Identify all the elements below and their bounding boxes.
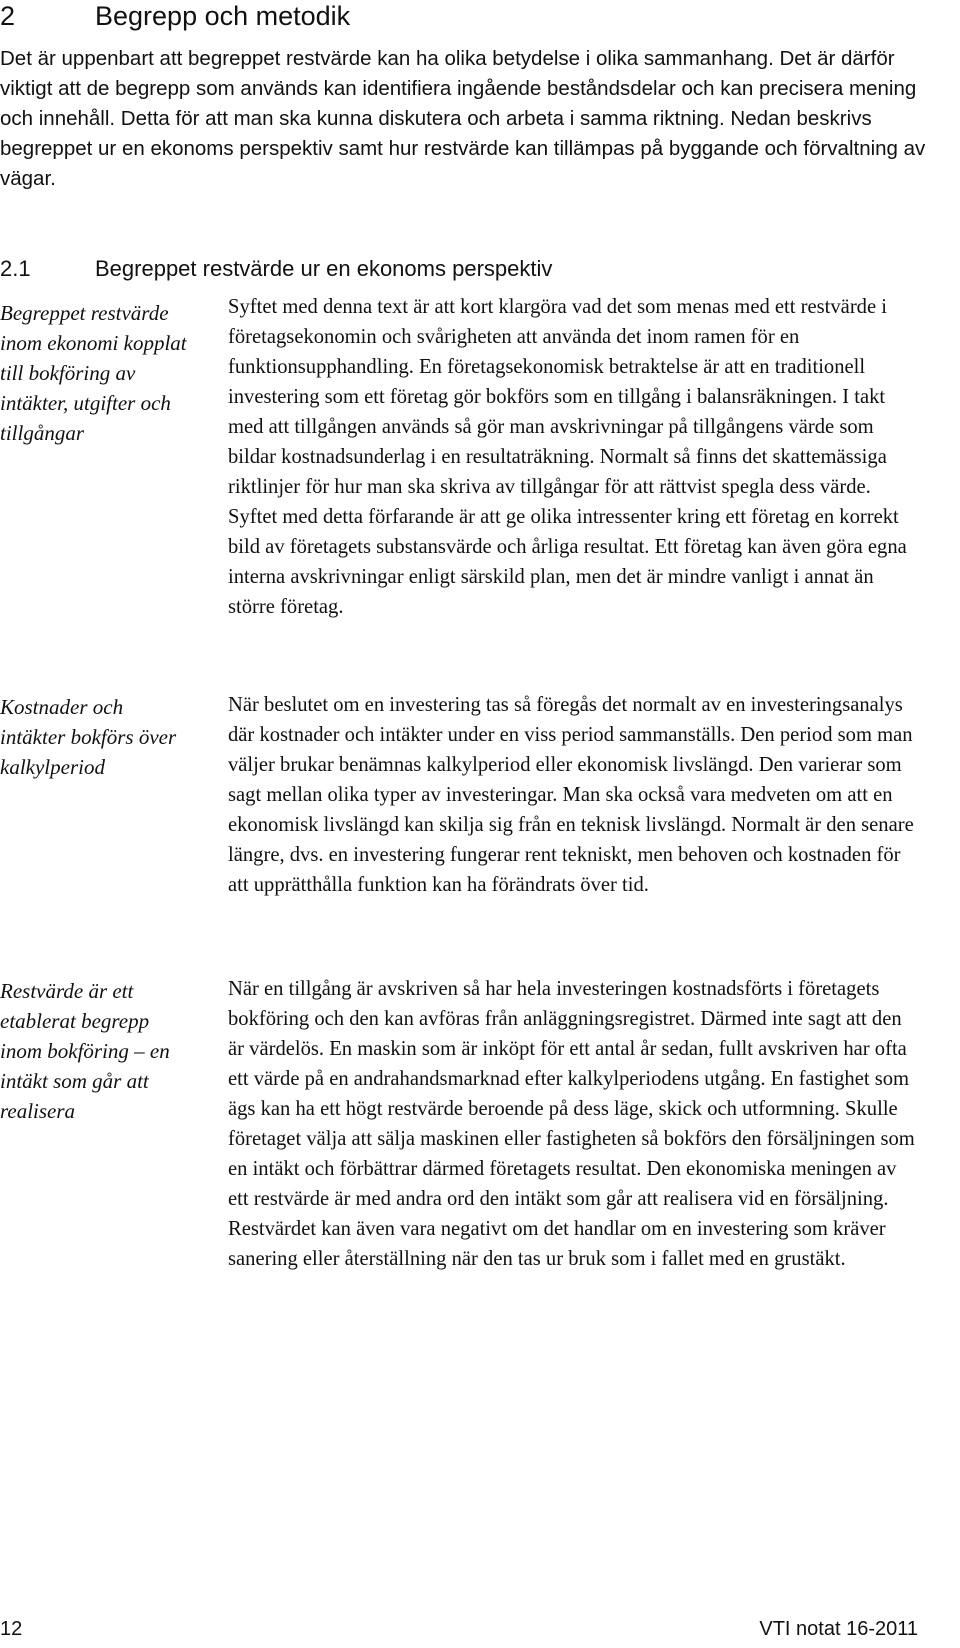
page-number: 12 [0,1618,23,1640]
section-title: Begreppet restvärde ur en ekonoms perspektiv [95,256,553,281]
chapter-number: 2 [0,1,16,31]
body-paragraph: Syftet med denna text är att kort klargöra vad det som menas med ett restvärde i företagsekonomin och svårigheten att använda det inom ramen för en funktionsupphandling. En företagsekonomisk betraktelse är att en traditionell investering som ett företag gör bokförs som en tillgång i balansräkningen. I takt med att tillgången används så gör man avskrivningar på tillgångens värde som bildar kostnadsunderlag i en resultaträkning. Normalt så finns det skattemässiga riktlinjer för hur man ska skriva av tillgångar för att rättvist spegla dess värde. Syftet med detta förfarande är att ge olika intressenter kring ett företag en korrekt bild av företagets substansvärde och årliga resultat. Ett företag kan även göra egna interna avskrivningar enligt särskild plan, men det är mindre vanligt i annat än större företag. [228,296,907,618]
chapter-title: Begrepp och metodik [95,1,351,31]
margin-note: Kostnader och intäkter bokförs över kalkylperiod [0,695,177,779]
section-heading [0,254,552,284]
margin-note: Begreppet restvärde inom ekonomi kopplat till bokföring av intäkter, utgifter och tillgångar [0,301,187,445]
margin-note: Restvärde är ett etablerat begrepp inom bokföring – en intäkt som går att realisera [0,979,170,1123]
chapter-heading [0,0,350,32]
body-paragraph: När beslutet om en investering tas så föregås det normalt av en investeringsanalys där kostnader och intäkter under en viss period sammanställs. Den period som man väljer brukar benämnas kalkylperiod eller ekonomisk livslängd. Den varierar som sagt mellan olika typer av investeringar. Man ska också vara medveten om att en ekonomisk livslängd kan skilja sig från en teknisk livslängd. Normalt är den senare längre, dvs. en investering fungerar rent tekniskt, men behoven och kostnaden för att upprätthålla funktion kan ha förändrats över tid. [228,694,914,896]
section-number: 2.1 [0,256,31,281]
body-paragraph: När en tillgång är avskriven så har hela investeringen kostnadsförts i företagets bokföring och den kan avföras från anläggningsregistret. Därmed inte sagt att den är värdelös. En maskin som är inköpt för ett antal år sedan, fullt avskriven har ofta ett värde på en andrahandsmarknad efter kalkylperiodens utgång. En fastighet som ägs kan ha ett högt restvärde beroende på dess läge, skick och utformning. Skulle företaget välja att sälja maskinen eller fastigheten så bokförs den försäljningen som en intäkt och förbättrar därmed företagets resultat. Den ekonomiska meningen av ett restvärde är med andra ord den intäkt som går att realisera vid en försäljning. Restvärdet kan även vara negativt om det handlar om en investering som kräver sanering eller återställning när den tas ur bruk som i fallet med en grustäkt. [228,978,915,1270]
publication-id: VTI notat 16-2011 [759,1618,918,1640]
intro-paragraph: Det är uppenbart att begreppet restvärde kan ha olika betydelse i olika sammanhang. Det är därför viktigt att de begrepp som används kan identifiera ingående beståndsdelar och kan precisera mening och innehåll. Detta för att man ska kunna diskutera och arbeta i samma riktning. Nedan beskrivs begreppet ur en ekonoms perspektiv samt hur restvärde kan tillämpas på byggande och förvaltning av vägar. [0,47,926,190]
